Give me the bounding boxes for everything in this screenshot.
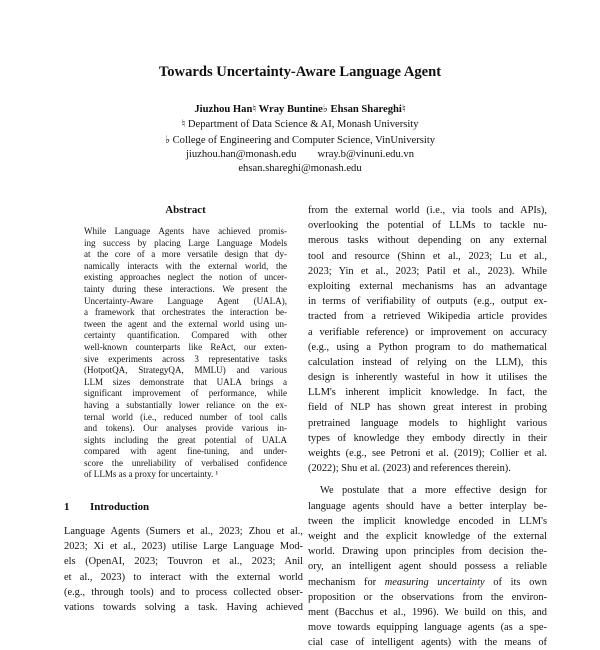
section-number: 1 — [64, 501, 70, 513]
section-title: Introduction — [90, 501, 150, 513]
text-line: compared with agent fine-tuning, and under- — [84, 446, 287, 457]
abstract-body — [84, 226, 287, 481]
emphasis-measuring-uncertainty: measuring uncertainty — [384, 576, 485, 588]
text-line: from the external world (i.e., via tools and APIs), — [308, 205, 547, 216]
text-line: (e.g., through tools) and to process collected obser- — [64, 586, 303, 598]
text-line: design is inherently wasteful in how it utilises the — [308, 372, 547, 384]
text-line: a framework that orchestrates the interaction be- — [84, 307, 287, 318]
text-line: of LLMs as a proxy for uncertainty. ¹ — [84, 469, 219, 480]
text-line: field of NLP has shown great interest in probing — [308, 402, 547, 414]
text-line: certainty quantification. Compared with other — [84, 330, 287, 341]
text-line: ory, an intelligent agent should possess a reliable — [308, 561, 547, 573]
text-line: proposition or the observations from the environ- — [308, 591, 547, 603]
introduction-paragraph — [64, 524, 303, 615]
text-line: significant improvement of performance, while — [84, 388, 287, 399]
text-line: els (OpenAI, 2023; Touvron et al., 2023; Anil — [64, 556, 303, 568]
text-line: (HotpotQA, StrategyQA, MMLU) and various — [84, 365, 287, 376]
text-line: tween the agent and the external world using un- — [84, 318, 287, 329]
text-line: pretrained language models to highlight various — [308, 417, 547, 429]
paper-title: Towards Uncertainty-Aware Language Agent — [158, 64, 442, 80]
text-line: merous tasks without depending on any external — [308, 235, 547, 247]
text-run: mechanism for — [308, 576, 385, 588]
text-line: LLM sizes demonstrate that UALA brings a — [84, 376, 287, 387]
section-heading-introduction — [64, 501, 304, 513]
affiliation-monash: ♮ Department of Data Science & AI, Monash University — [181, 119, 419, 130]
text-line: tween the implicit knowledge encoded in LLM's — [308, 515, 547, 527]
text-line: cial case of intelligent agents) with the means of — [308, 637, 547, 649]
text-line: Uncertainty-Aware Language Agent (UALA), — [84, 295, 287, 306]
text-line: overlooking the potential of LLMs to tackle nu- — [308, 220, 547, 232]
text-line — [308, 575, 547, 590]
text-line: While Language Agents have achieved promis- — [84, 226, 287, 236]
text-line: at the core of a more versatile design that dy- — [84, 249, 287, 260]
text-line: language agents should have a better interplay be- — [308, 500, 547, 512]
text-line: We postulate that a more effective design for — [320, 485, 547, 497]
text-line: ing success by placing Large Language Models — [84, 237, 287, 248]
text-line: ment (Bacchus et al., 1996). We build on this, and — [308, 606, 547, 618]
text-line: LLM's inherent implicit knowledge. In fact, the — [308, 387, 547, 399]
text-line: weights (e.g., see Petroni et al. (2019); Collier et al. — [308, 448, 547, 459]
text-line: world. Drawing upon principles from decision the- — [308, 546, 547, 558]
author-email-shareghi: ehsan.shareghi@monash.edu — [238, 163, 362, 174]
text-line: et al., 2023) to interact with the external world — [64, 571, 303, 583]
text-line: calculation instead of relying on the LLM), this — [308, 356, 547, 368]
right-column-text — [308, 203, 547, 650]
text-line: (e.g., using a Python program to do mathematical — [308, 341, 547, 353]
paragraph-gap — [308, 476, 547, 483]
text-line: Language Agents (Sumers et al., 2023; Zhou et al., — [64, 526, 303, 537]
text-line: move towards equipping language agents (as a spe- — [308, 622, 547, 634]
affiliation-vinuniversity: ♭ College of Engineering and Computer Science, VinUniversity — [164, 135, 436, 146]
text-line: and tokens). Our analyses provide various in- — [84, 423, 287, 434]
text-line: tracted from a retrieved Wikipedia article provides — [308, 311, 547, 323]
text-line: tool and resource (Shinn et al., 2023; Lu et al., — [308, 250, 547, 262]
text-line: sights including the great potential of UALA — [84, 434, 287, 445]
text-line: tainty during these interactions. We present the — [84, 283, 287, 294]
text-line: having a substantially lower reliance on the ex- — [84, 399, 287, 410]
text-line: well-known counterparts like ReAct, our exten- — [84, 341, 287, 352]
text-line: in terms of verifiability of outputs (e.g., output ex- — [308, 296, 547, 308]
text-line: 2023; Yin et al., 2023; Patil et al., 2023). While — [308, 265, 547, 277]
text-line: types of knowledge they embody directly in their — [308, 432, 547, 444]
abstract-heading: Abstract — [165, 204, 206, 216]
text-line: ternal world (i.e., reduced number of tool calls — [84, 411, 287, 422]
text-line: sive experiments across 3 representative tasks — [84, 353, 287, 364]
text-line: existing approaches neglect the notion of uncer- — [84, 272, 287, 283]
paragraph-uncertainty-design-continued — [308, 590, 547, 650]
text-line: 2023; Xi et al., 2023) utilise Large Language Mod- — [64, 541, 303, 553]
text-line: score the unreliability of verbalised confidence — [84, 457, 287, 468]
text-line: exploiting external mechanisms has an advantage — [308, 280, 547, 292]
text-line: weight and the explicit knowledge of the external — [308, 530, 547, 542]
author-list: Jiuzhou Han♮ Wray Buntine♭ Ehsan Shareghi♮ — [194, 104, 406, 115]
paragraph-uncertainty-design — [308, 483, 547, 574]
text-line: namically interacts with the external world, the — [84, 260, 287, 271]
text-run: of its own — [484, 576, 547, 588]
paragraph-implicit-knowledge — [308, 203, 547, 476]
text-line: a verifiable reference) or improvement on accuracy — [308, 326, 547, 338]
text-line: (2022); Shu et al. (2023) and references therein). — [308, 463, 511, 475]
author-emails: jiuzhou.han@monash.edu wray.b@vinuni.edu.vn — [185, 149, 414, 160]
text-line: vations towards solving a task. Having achieved — [64, 601, 303, 613]
